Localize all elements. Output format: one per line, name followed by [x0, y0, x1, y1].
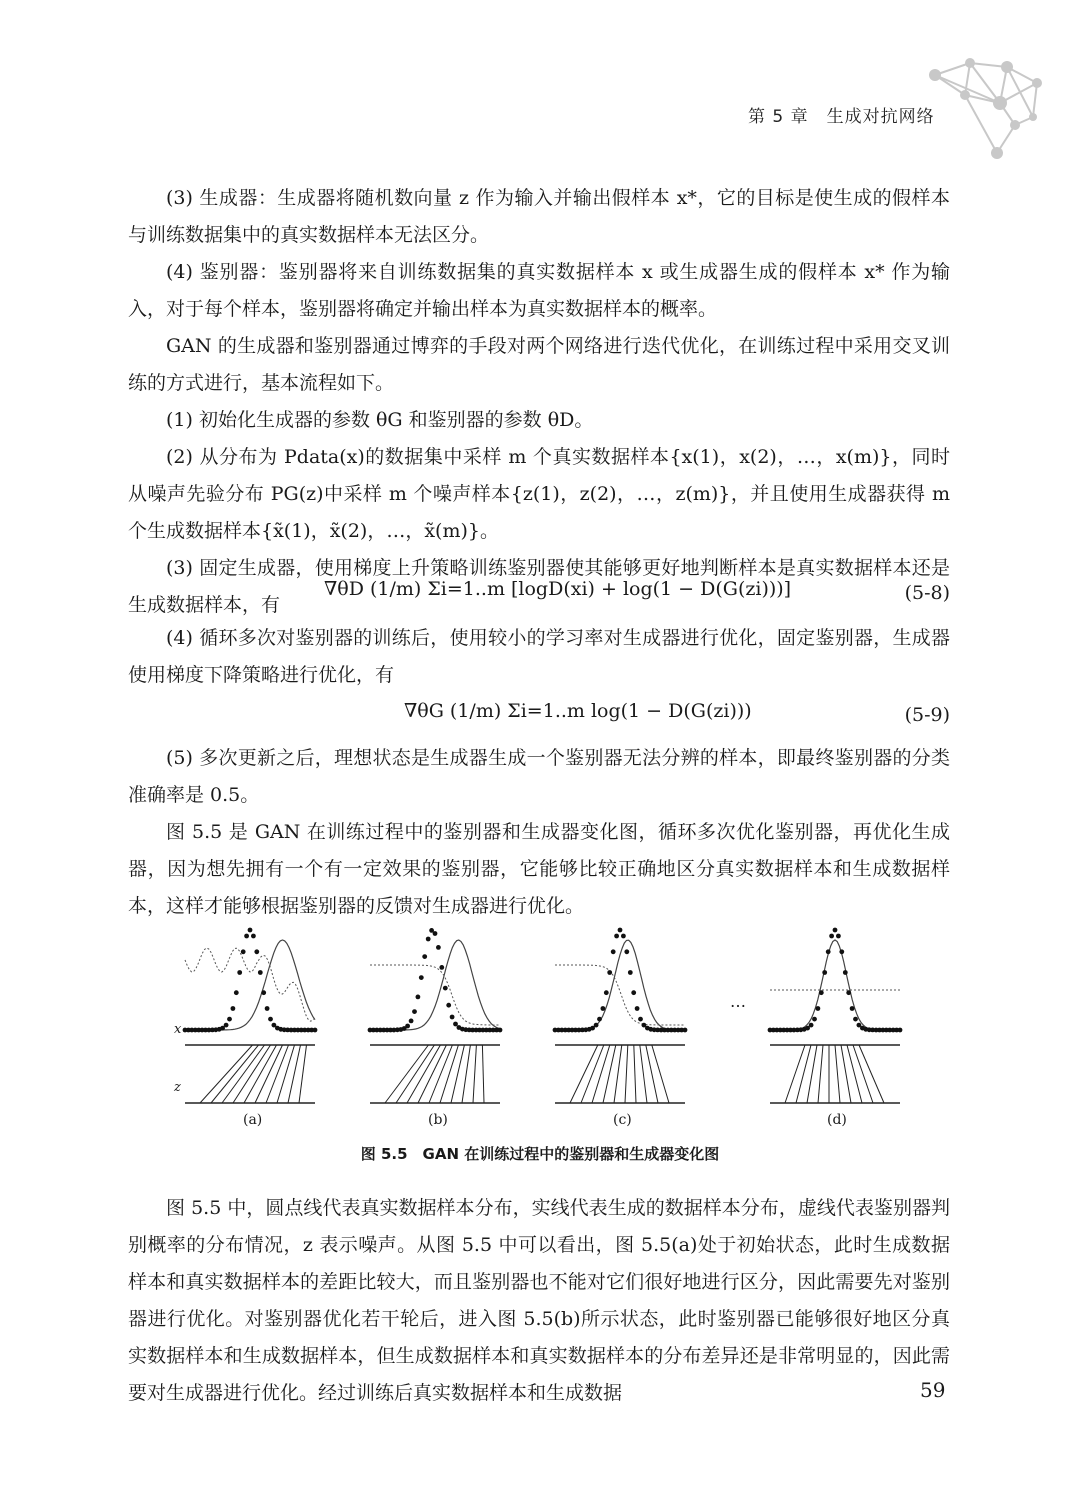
- paragraph: (1) 初始化生成器的参数 θG 和鉴别器的参数 θD。: [166, 409, 594, 431]
- mapping-line: [200, 1045, 253, 1103]
- discriminator-line: [370, 965, 500, 1025]
- real-data-dot: [809, 1023, 814, 1028]
- real-data-dot: [241, 949, 246, 954]
- mapping-line: [451, 1045, 464, 1103]
- real-data-dot: [409, 1019, 414, 1024]
- generated-distribution-line: [770, 940, 900, 1030]
- real-data-dot: [853, 1017, 858, 1022]
- real-data-dot: [839, 949, 844, 954]
- real-data-dot: [604, 990, 609, 995]
- gan-training-figure: [170, 905, 930, 1135]
- real-data-dot: [621, 934, 626, 939]
- real-data-dot: [812, 1017, 817, 1022]
- real-data-dot: [635, 1006, 640, 1011]
- real-data-dot: [624, 949, 629, 954]
- real-data-dot: [829, 934, 834, 939]
- paragraph: (5) 多次更新之后，理想状态是生成器生成一个鉴别器无法分辨的样本，即最终鉴别器的分类准确率是 0.5。: [128, 747, 950, 806]
- real-data-dot: [433, 931, 438, 936]
- real-data-dot: [436, 945, 441, 950]
- real-data-dot: [631, 990, 636, 995]
- real-data-dot: [231, 1006, 236, 1011]
- real-data-dot: [498, 1028, 503, 1033]
- equation-5-9: [128, 688, 950, 744]
- real-data-dot: [426, 937, 431, 942]
- real-data-dot: [405, 1024, 410, 1029]
- real-data-dot: [237, 970, 242, 975]
- axis-z-label: z: [174, 1080, 181, 1095]
- real-data-dot: [268, 1017, 273, 1022]
- mapping-line: [818, 1045, 823, 1103]
- real-data-dot: [450, 1015, 455, 1020]
- page-number: 59: [920, 1378, 946, 1402]
- mapping-line: [625, 1045, 628, 1103]
- panel-label-b: (b): [428, 1112, 448, 1128]
- real-data-dot: [439, 965, 444, 970]
- paragraph: GAN 的生成器和鉴别器通过博弈的手段对两个网络进行迭代优化，在训练过程中采用交叉训练的方式进行，基本流程如下。: [128, 335, 950, 394]
- mapping-line: [634, 1045, 636, 1103]
- mapping-line: [835, 1045, 840, 1103]
- mapping-line: [288, 1045, 301, 1103]
- real-data-dot: [683, 1028, 688, 1033]
- real-data-dot: [614, 934, 619, 939]
- equation-formula: ∇θG (1/m) Σi=1..m log(1 − D(G(zi))): [404, 700, 752, 722]
- mapping-line: [482, 1045, 484, 1103]
- real-data-dot: [601, 1006, 606, 1011]
- mapping-line: [396, 1045, 434, 1103]
- real-data-dot: [594, 1023, 599, 1028]
- mapping-line: [244, 1045, 277, 1103]
- body-section-after: [128, 740, 950, 925]
- mapping-line: [277, 1045, 295, 1103]
- real-data-dot: [850, 1006, 855, 1011]
- chapter-title: 第 5 章 生成对抗网络: [748, 107, 935, 127]
- discriminator-line: [185, 948, 315, 1021]
- paragraph: (3) 生成器：生成器将随机数向量 z 作为输入并输出假样本 x*，它的目标是使生成的假样本与训练数据集中的真实数据样本无法区分。: [128, 187, 950, 246]
- mapping-line: [255, 1045, 283, 1103]
- paragraph: (4) 鉴别器：鉴别器将来自训练数据集的真实数据样本 x 或生成器生成的假样本 x* 作为输入，对于每个样本，鉴别器将确定并输出样本为真实数据样本的概率。: [128, 261, 950, 320]
- paragraph: 图 5.5 是 GAN 在训练过程中的鉴别器和生成器变化图，循环多次优化鉴别器，再优化生成器，因为想先拥有一个有一定效果的鉴别器，它能够比较正确地区分真实数据样本和生成数据样本，这样才能够根据鉴别器的反馈对生成器进行优化。: [128, 821, 950, 917]
- real-data-dot: [265, 1006, 270, 1011]
- panel-label-c: (c): [613, 1112, 632, 1128]
- body-section-top: [128, 180, 950, 624]
- generated-distribution-line: [370, 940, 500, 1030]
- real-data-dot: [843, 970, 848, 975]
- equation-5-8: [128, 566, 950, 622]
- real-data-dot: [822, 970, 827, 975]
- real-data-dot: [846, 990, 851, 995]
- real-data-dot: [898, 1028, 903, 1033]
- real-data-dot: [419, 975, 424, 980]
- paragraph: (4) 循环多次对鉴别器的训练后，使用较小的学习率对生成器进行优化，固定鉴别器，生成器使用梯度下降策略进行优化，有: [128, 627, 950, 686]
- paragraph: 图 5.5 中，圆点线代表真实数据样本分布，实线代表生成的数据样本分布，虚线代表鉴别器判别概率的分布情况，z 表示噪声。从图 5.5 中可以看出，图 5.5(a)处于初始状态，此时生成数据样本和真实数据样本的差距比较大，而且鉴别器也不能对它们很好地进行区分，因此需要先对鉴别器进行优化。对鉴别器优化若干轮后，进入图 5.5(b)所示状态，此时鉴别器已能够很好地区分真实数据样本和生成数据样本，但生成数据样本和真实数据样本的分布差异还是非常明显的，因此需要对生成器进行优化。经过训练后真实数据样本和生成数据: [128, 1197, 950, 1404]
- mapping-line: [785, 1045, 805, 1103]
- real-data-dot: [638, 1017, 643, 1022]
- real-data-dot: [446, 1003, 451, 1008]
- real-data-dot: [258, 970, 263, 975]
- mapping-line: [473, 1045, 476, 1103]
- real-data-dot: [836, 934, 841, 939]
- mapping-line: [614, 1045, 622, 1103]
- real-data-dot: [443, 986, 448, 991]
- paragraph: (3) 固定生成器，使用梯度上升策略训练鉴别器使其能够更好地判断样本是真实数据样本还是生成数据样本，有: [128, 557, 950, 616]
- panel-label-a: (a): [243, 1112, 263, 1128]
- ellipsis: …: [730, 992, 746, 1011]
- mapping-line: [299, 1045, 307, 1103]
- real-data-dot: [224, 1023, 229, 1028]
- real-data-dot: [412, 1009, 417, 1014]
- mapping-line: [222, 1045, 265, 1103]
- real-data-dot: [416, 995, 421, 1000]
- mapping-line: [266, 1045, 289, 1103]
- equation-number: (5-8): [904, 582, 950, 604]
- mapping-line: [407, 1045, 440, 1103]
- real-data-dot: [248, 928, 253, 933]
- equation-number: (5-9): [904, 704, 950, 726]
- real-data-dot: [618, 928, 623, 933]
- mapping-line: [462, 1045, 470, 1103]
- real-data-dot: [826, 949, 831, 954]
- real-data-dot: [227, 1017, 232, 1022]
- equation-formula: ∇θD (1/m) Σi=1..m [logD(xi) + log(1 − D(G(zi)))]: [324, 578, 792, 600]
- real-data-dot: [251, 934, 256, 939]
- real-data-dot: [628, 970, 633, 975]
- panel-label-d: (d): [827, 1112, 847, 1128]
- body-section-bottom: [128, 1190, 950, 1412]
- axis-x-label: x: [174, 1022, 182, 1037]
- real-data-dot: [453, 1022, 458, 1027]
- real-data-dot: [607, 970, 612, 975]
- body-section-mid: [128, 620, 950, 694]
- real-data-dot: [611, 949, 616, 954]
- real-data-dot: [597, 1017, 602, 1022]
- real-data-dot: [816, 1006, 821, 1011]
- paragraph: (2) 从分布为 Pdata(x)的数据集中采样 m 个真实数据样本{x(1)，x(2)，…，x(m)}，同时从噪声先验分布 PG(z)中采样 m 个噪声样本{z(1)，z(2)，…，z(m)}，并且使用生成器获得 m 个生成数据样本{x̃(1)，x̃(2)，…，x̃(m)}。: [128, 446, 950, 542]
- real-data-dot: [234, 990, 239, 995]
- page-header: [0, 0, 1080, 160]
- real-data-dot: [261, 990, 266, 995]
- real-data-dot: [313, 1028, 318, 1033]
- mapping-line: [646, 1045, 658, 1103]
- mapping-line: [640, 1045, 647, 1103]
- discriminator-line: [555, 965, 685, 1025]
- generated-distribution-line: [555, 940, 685, 1030]
- real-data-dot: [833, 928, 838, 933]
- real-data-dot: [244, 934, 249, 939]
- mapping-line: [652, 1045, 669, 1103]
- mapping-line: [603, 1045, 616, 1103]
- real-data-dot: [819, 990, 824, 995]
- figure-caption: 图 5.5 GAN 在训练过程中的鉴别器和生成器变化图: [360, 1145, 720, 1163]
- real-data-dot: [422, 954, 427, 959]
- real-data-dot: [254, 949, 259, 954]
